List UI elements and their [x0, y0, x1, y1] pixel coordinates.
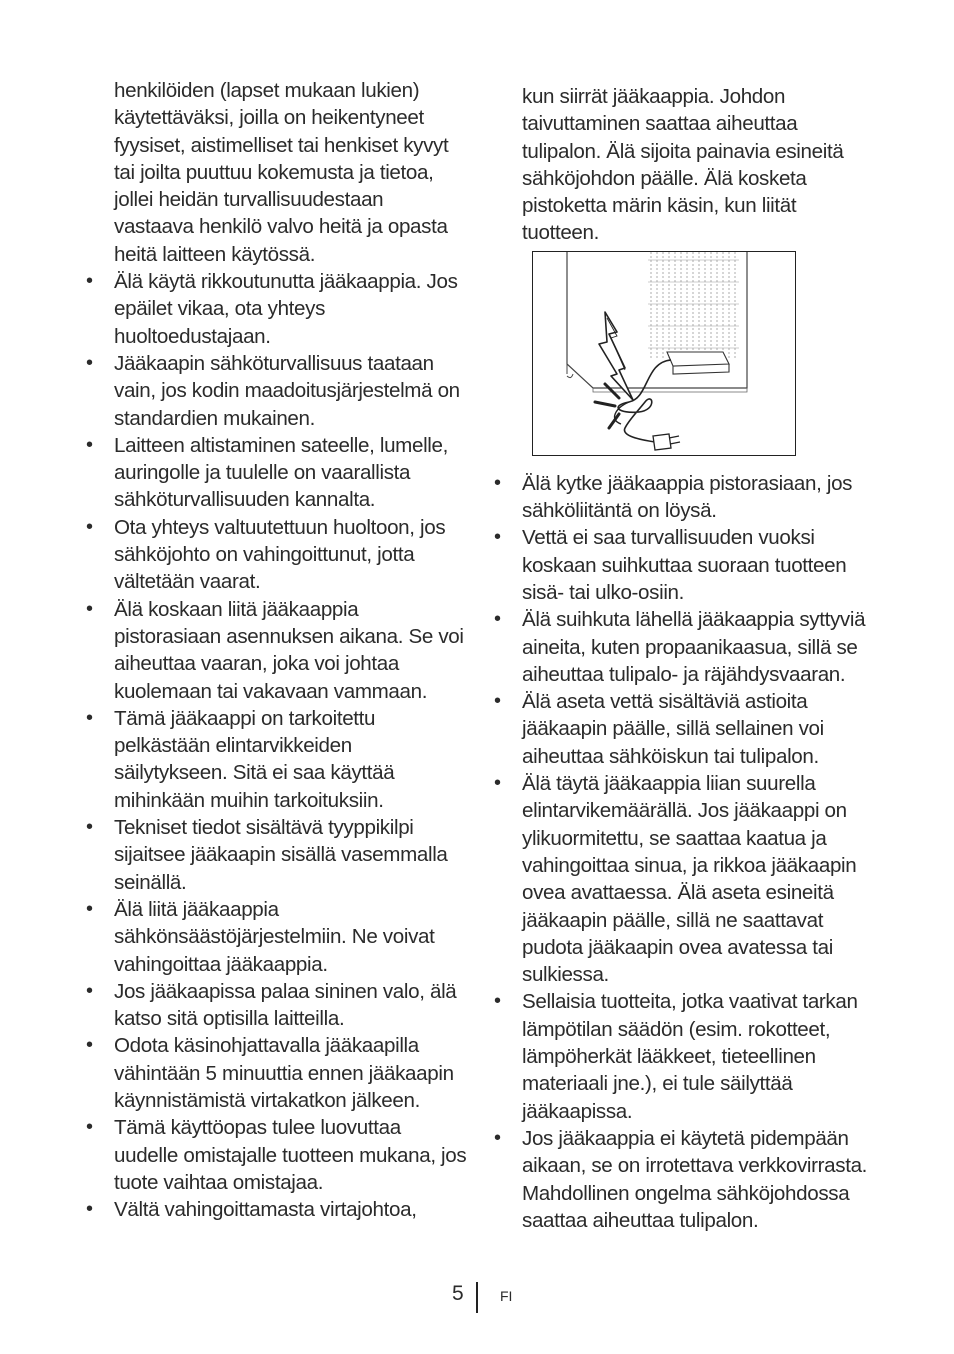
list-item: • Älä täytä jääkaappia liian suurella elintarvikemäärällä. Jos jääkaappi on ylikuormitettu, se saattaa kaatua ja vahingoittaa sinua, ja rikkoa jääkaapin ovea avattaessa. Älä aseta esineitä jääkaapin päälle, sillä ne saattavat pudota jääkaapin ovea avatessa tai sulkiessa.	[492, 770, 876, 988]
list-item: • Vettä ei saa turvallisuuden vuoksi koskaan suihkuttaa suoraan tuotteen sisä- tai ulko-osiin.	[492, 524, 876, 606]
right-column	[492, 83, 876, 1234]
list-item: • Älä koskaan liitä jääkaappia pistorasiaan asennuksen aikana. Se voi aiheuttaa vaaran, joka voi johtaa kuolemaan tai vakavaan vammaan.	[84, 596, 468, 705]
continuation-paragraph: kun siirrät jääkaappia. Johdon taivuttaminen saattaa aiheuttaa tulipalon. Älä sijoita painavia esineitä sähköjohdon päälle. Älä kosketa pistoketta märin käsin, kun liität tuotteen.	[522, 85, 844, 245]
footer-divider	[476, 1282, 478, 1313]
list-item: • Jääkaapin sähköturvallisuus taataan vain, jos kodin maadoitusjärjestelmä on standardien mukainen.	[84, 350, 468, 432]
illustration-svg	[533, 252, 794, 454]
language-code: FI	[500, 1288, 513, 1304]
list-item: • Älä kytke jääkaappia pistorasiaan, jos sähköliitäntä on löysä.	[492, 470, 876, 525]
page-number: 5	[452, 1282, 464, 1305]
intro-paragraph: henkilöiden (lapset mukaan lukien) käytettäväksi, joilla on heikentyneet fyysiset, aistimelliset tai henkiset kyvyt tai joilta puuttuu kokemusta ja tietoa, jollei heidän turvallisuudestaan vastaava henkilö valvo heitä ja opasta heitä laitteen käytössä.	[114, 79, 449, 266]
list-item: • Jos jääkaapissa palaa sininen valo, älä katso sitä optisilla laitteilla.	[84, 978, 468, 1033]
right-bullet-list	[492, 470, 876, 1234]
list-item: • Odota käsinohjattavalla jääkaapilla vähintään 5 minuuttia ennen jääkaapin käynnistämistä virtakatkon jälkeen.	[84, 1032, 468, 1114]
list-item: • Tämä jääkaappi on tarkoitettu pelkästään elintarvikkeiden säilytykseen. Sitä ei saa käyttää mihinkään muihin tarkoituksiin.	[84, 705, 468, 814]
list-item: • Tekniset tiedot sisältävä tyyppikilpi sijaitsee jääkaapin sisällä vasemmalla seinällä.	[84, 814, 468, 896]
list-item: • Älä käytä rikkoutunutta jääkaappia. Jos epäilet vikaa, ota yhteys huoltoedustajaan.	[84, 268, 468, 350]
list-item: • Älä liitä jääkaappia sähkönsäästöjärjestelmiin. Ne voivat vahingoittaa jääkaappia.	[84, 896, 468, 978]
list-item: • Älä aseta vettä sisältäviä astioita jääkaapin päälle, sillä sellainen voi aiheuttaa sähköiskun tai tulipalon.	[492, 688, 876, 770]
list-item: • Älä suihkuta lähellä jääkaappia syttyviä aineita, kuten propaanikaasua, sillä se aiheuttaa tulipalo- ja räjähdysvaaran.	[492, 606, 876, 688]
fridge-power-cord-warning-illustration	[532, 251, 796, 456]
left-bullet-list	[84, 268, 468, 1223]
page-footer	[0, 1280, 954, 1314]
list-item: • Ota yhteys valtuutettuun huoltoon, jos sähköjohto on vahingoittunut, jotta vältetään vaarat.	[84, 514, 468, 596]
list-item: • Tämä käyttöopas tulee luovuttaa uudelle omistajalle tuotteen mukana, jos tuote vaihtaa omistajaa.	[84, 1114, 468, 1196]
list-item: • Jos jääkaappia ei käytetä pidempään aikaan, se on irrotettava verkkovirrasta. Mahdollinen ongelma sähköjohdossa saattaa aiheuttaa tulipalon.	[492, 1125, 876, 1234]
left-column	[84, 77, 468, 1223]
list-item: • Vältä vahingoittamasta virtajohtoa,	[84, 1196, 468, 1223]
list-item: • Sellaisia tuotteita, jotka vaativat tarkan lämpötilan säädön (esim. rokotteet, lämpöherkät lääkkeet, tieteellinen materiaali jne.), ei tule säilyttää jääkaapissa.	[492, 988, 876, 1124]
list-item: • Laitteen altistaminen sateelle, lumelle, auringolle ja tuulelle on vaarallista sähköturvallisuuden kannalta.	[84, 432, 468, 514]
